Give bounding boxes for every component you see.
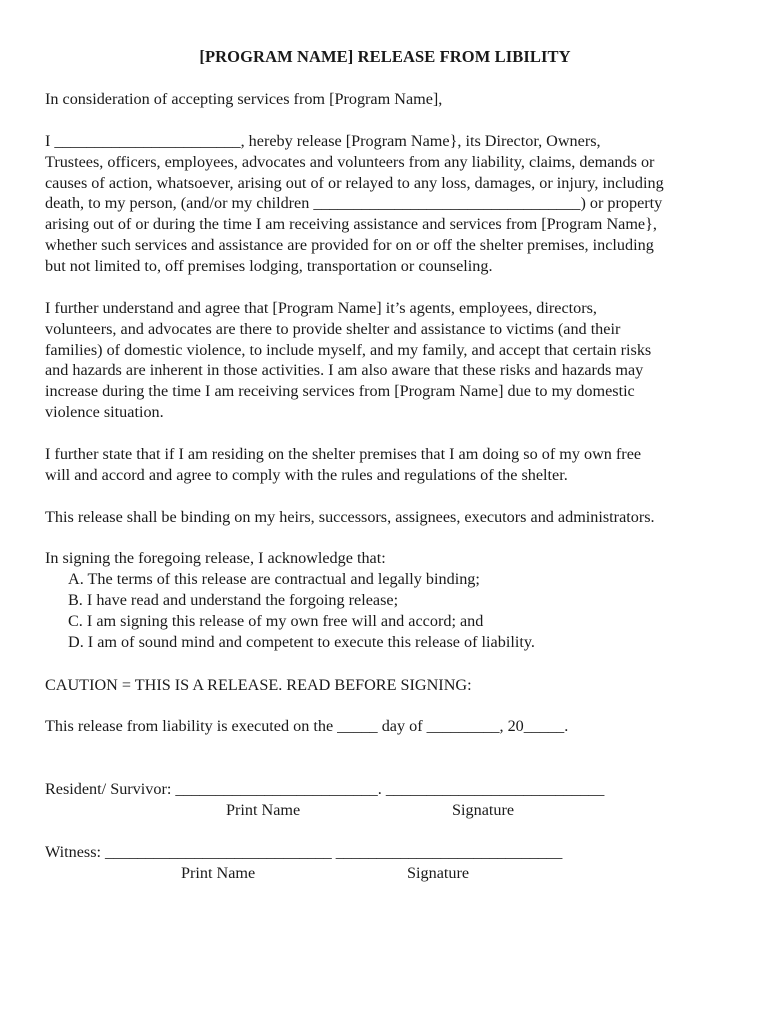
acknowledge-intro: In signing the foregoing release, I acknowledge that: xyxy=(45,549,386,567)
paragraph-line: I further understand and agree that [Program Name] it’s agents, employees, directors, xyxy=(45,299,597,317)
acknowledgement-item: A. The terms of this release are contractual and legally binding; xyxy=(68,570,480,588)
paragraph-line: death, to my person, (and/or my children _________________________________) or property xyxy=(45,194,663,213)
paragraph-line: but not limited to, off premises lodging, transportation or counseling. xyxy=(45,256,493,275)
risk-paragraph xyxy=(45,298,735,423)
resident-print-name-label: Print Name xyxy=(226,801,301,819)
paragraph-line: I _______________________, hereby release [Program Name}, its Director, Owners, xyxy=(45,132,601,150)
release-paragraph xyxy=(45,131,735,277)
intro-paragraph: In consideration of accepting services from [Program Name], xyxy=(45,90,443,108)
paragraph-line: violence situation. xyxy=(45,402,164,421)
paragraph-line: families) of domestic violence, to include myself, and my family, and accept that certain risks xyxy=(45,340,652,359)
paragraph-line: increase during the time I am receiving services from [Program Name] due to my domestic xyxy=(45,382,635,401)
execution-date-line: This release from liability is executed on the _____ day of _________, 20_____. xyxy=(45,717,569,735)
paragraph-line: arising out of or during the time I am receiving assistance and services from [Program Name}, xyxy=(45,215,657,234)
document-title: [PROGRAM NAME] RELEASE FROM LIBILITY xyxy=(199,47,571,66)
acknowledgement-item: C. I am signing this release of my own free will and accord; and xyxy=(68,612,484,630)
acknowledgement-item: D. I am of sound mind and competent to execute this release of liability. xyxy=(68,633,535,651)
caution-notice: CAUTION = THIS IS A RELEASE. READ BEFORE SIGNING: xyxy=(45,676,472,694)
witness-print-name-label: Print Name xyxy=(181,864,256,882)
resident-signature-label: Signature xyxy=(452,801,515,819)
premises-paragraph xyxy=(45,444,735,486)
paragraph-line: I further state that if I am residing on the shelter premises that I am doing so of my own free xyxy=(45,445,642,463)
witness-signature-line: Witness: ____________________________ ____________________________ xyxy=(45,843,563,861)
paragraph-line: whether such services and assistance are provided for on or off the shelter premises, including xyxy=(45,235,654,254)
binding-paragraph: This release shall be binding on my heirs, successors, assignees, executors and administrators. xyxy=(45,508,655,526)
paragraph-line: will and accord and agree to comply with the rules and regulations of the shelter. xyxy=(45,465,568,484)
paragraph-line: and hazards are inherent in those activities. I am also aware that these risks and hazards may xyxy=(45,361,644,380)
resident-signature-line: Resident/ Survivor: _________________________. ___________________________ xyxy=(45,780,605,798)
paragraph-line: Trustees, officers, employees, advocates and volunteers from any liability, claims, demands or xyxy=(45,152,655,171)
witness-signature-label: Signature xyxy=(407,864,470,882)
paragraph-line: causes of action, whatsoever, arising out of or relayed to any loss, damages, or injury, including xyxy=(45,173,664,192)
acknowledgement-item: B. I have read and understand the forgoing release; xyxy=(68,591,399,609)
paragraph-line: volunteers, and advocates are there to provide shelter and assistance to victims (and their xyxy=(45,319,621,338)
